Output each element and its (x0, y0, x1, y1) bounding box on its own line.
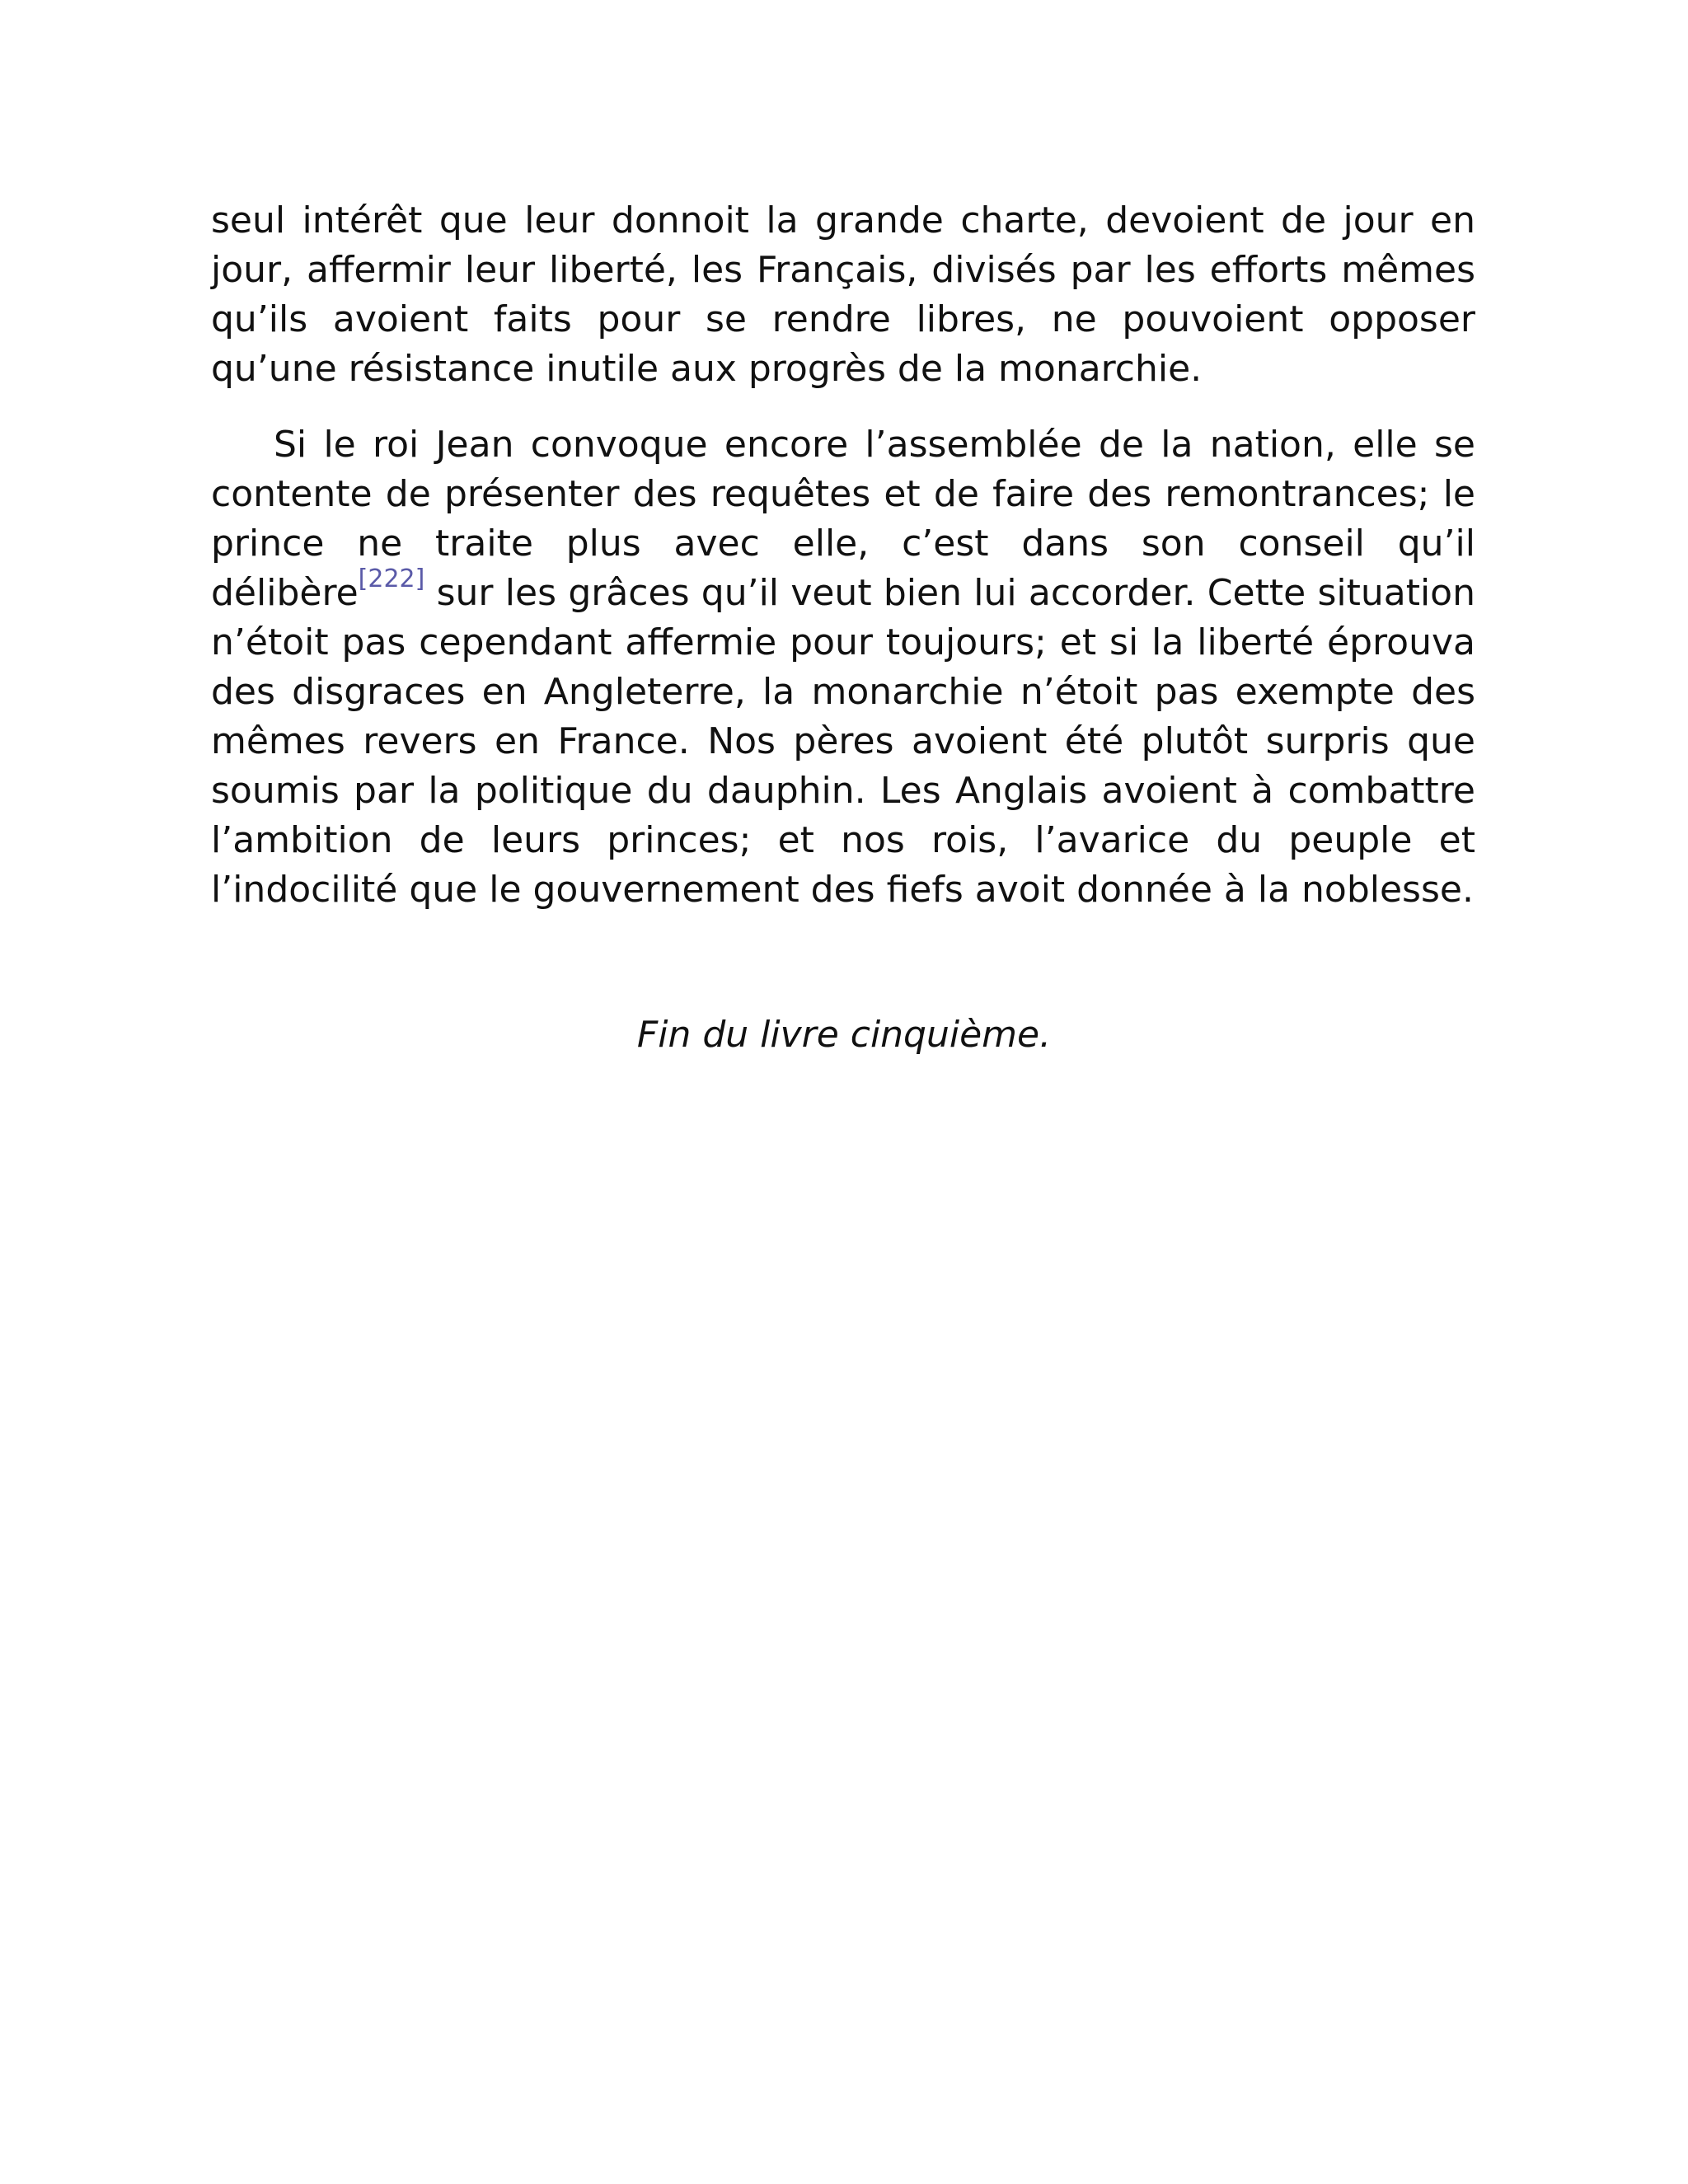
footnote-link-222[interactable]: [222] (358, 565, 425, 593)
body-text (211, 196, 1475, 915)
paragraph-2-text-start: Si le roi Jean convoque encore l’assemblée de la nation, elle se contente de présenter des requêtes et de faire des remontrances; le prince ne traite plus avec elle, c’est dans son conseil qu’il délibère (211, 424, 1475, 614)
paragraph-2 (211, 420, 1475, 915)
book-end-line: Fin du livre cinquième. (636, 1014, 1052, 1056)
paragraph-1: seul intérêt que leur donnoit la grande charte, devoient de jour en jour, affermir leur liberté, les Français, divisés par les efforts mêmes qu’ils avoient faits pour se rendre libres, ne pouvoient opposer qu’une résistance inutile aux progrès de la monarchie. (211, 199, 1475, 390)
paragraph-2-text-end: sur les grâces qu’il veut bien lui accorder. Cette situation n’étoit pas cependant affermie pour toujours; et si la liberté éprouva des disgraces en Angleterre, la monarchie n’étoit pas exempte des mêmes revers en France. Nos pères avoient été plutôt surpris que soumis par la politique du dauphin. Les Anglais avoient à combattre l’ambition de leurs princes; et nos rois, l’avarice du peuple et l’indocilité que le gouvernement des fiefs avoit donnée à la noblesse. (211, 572, 1475, 911)
